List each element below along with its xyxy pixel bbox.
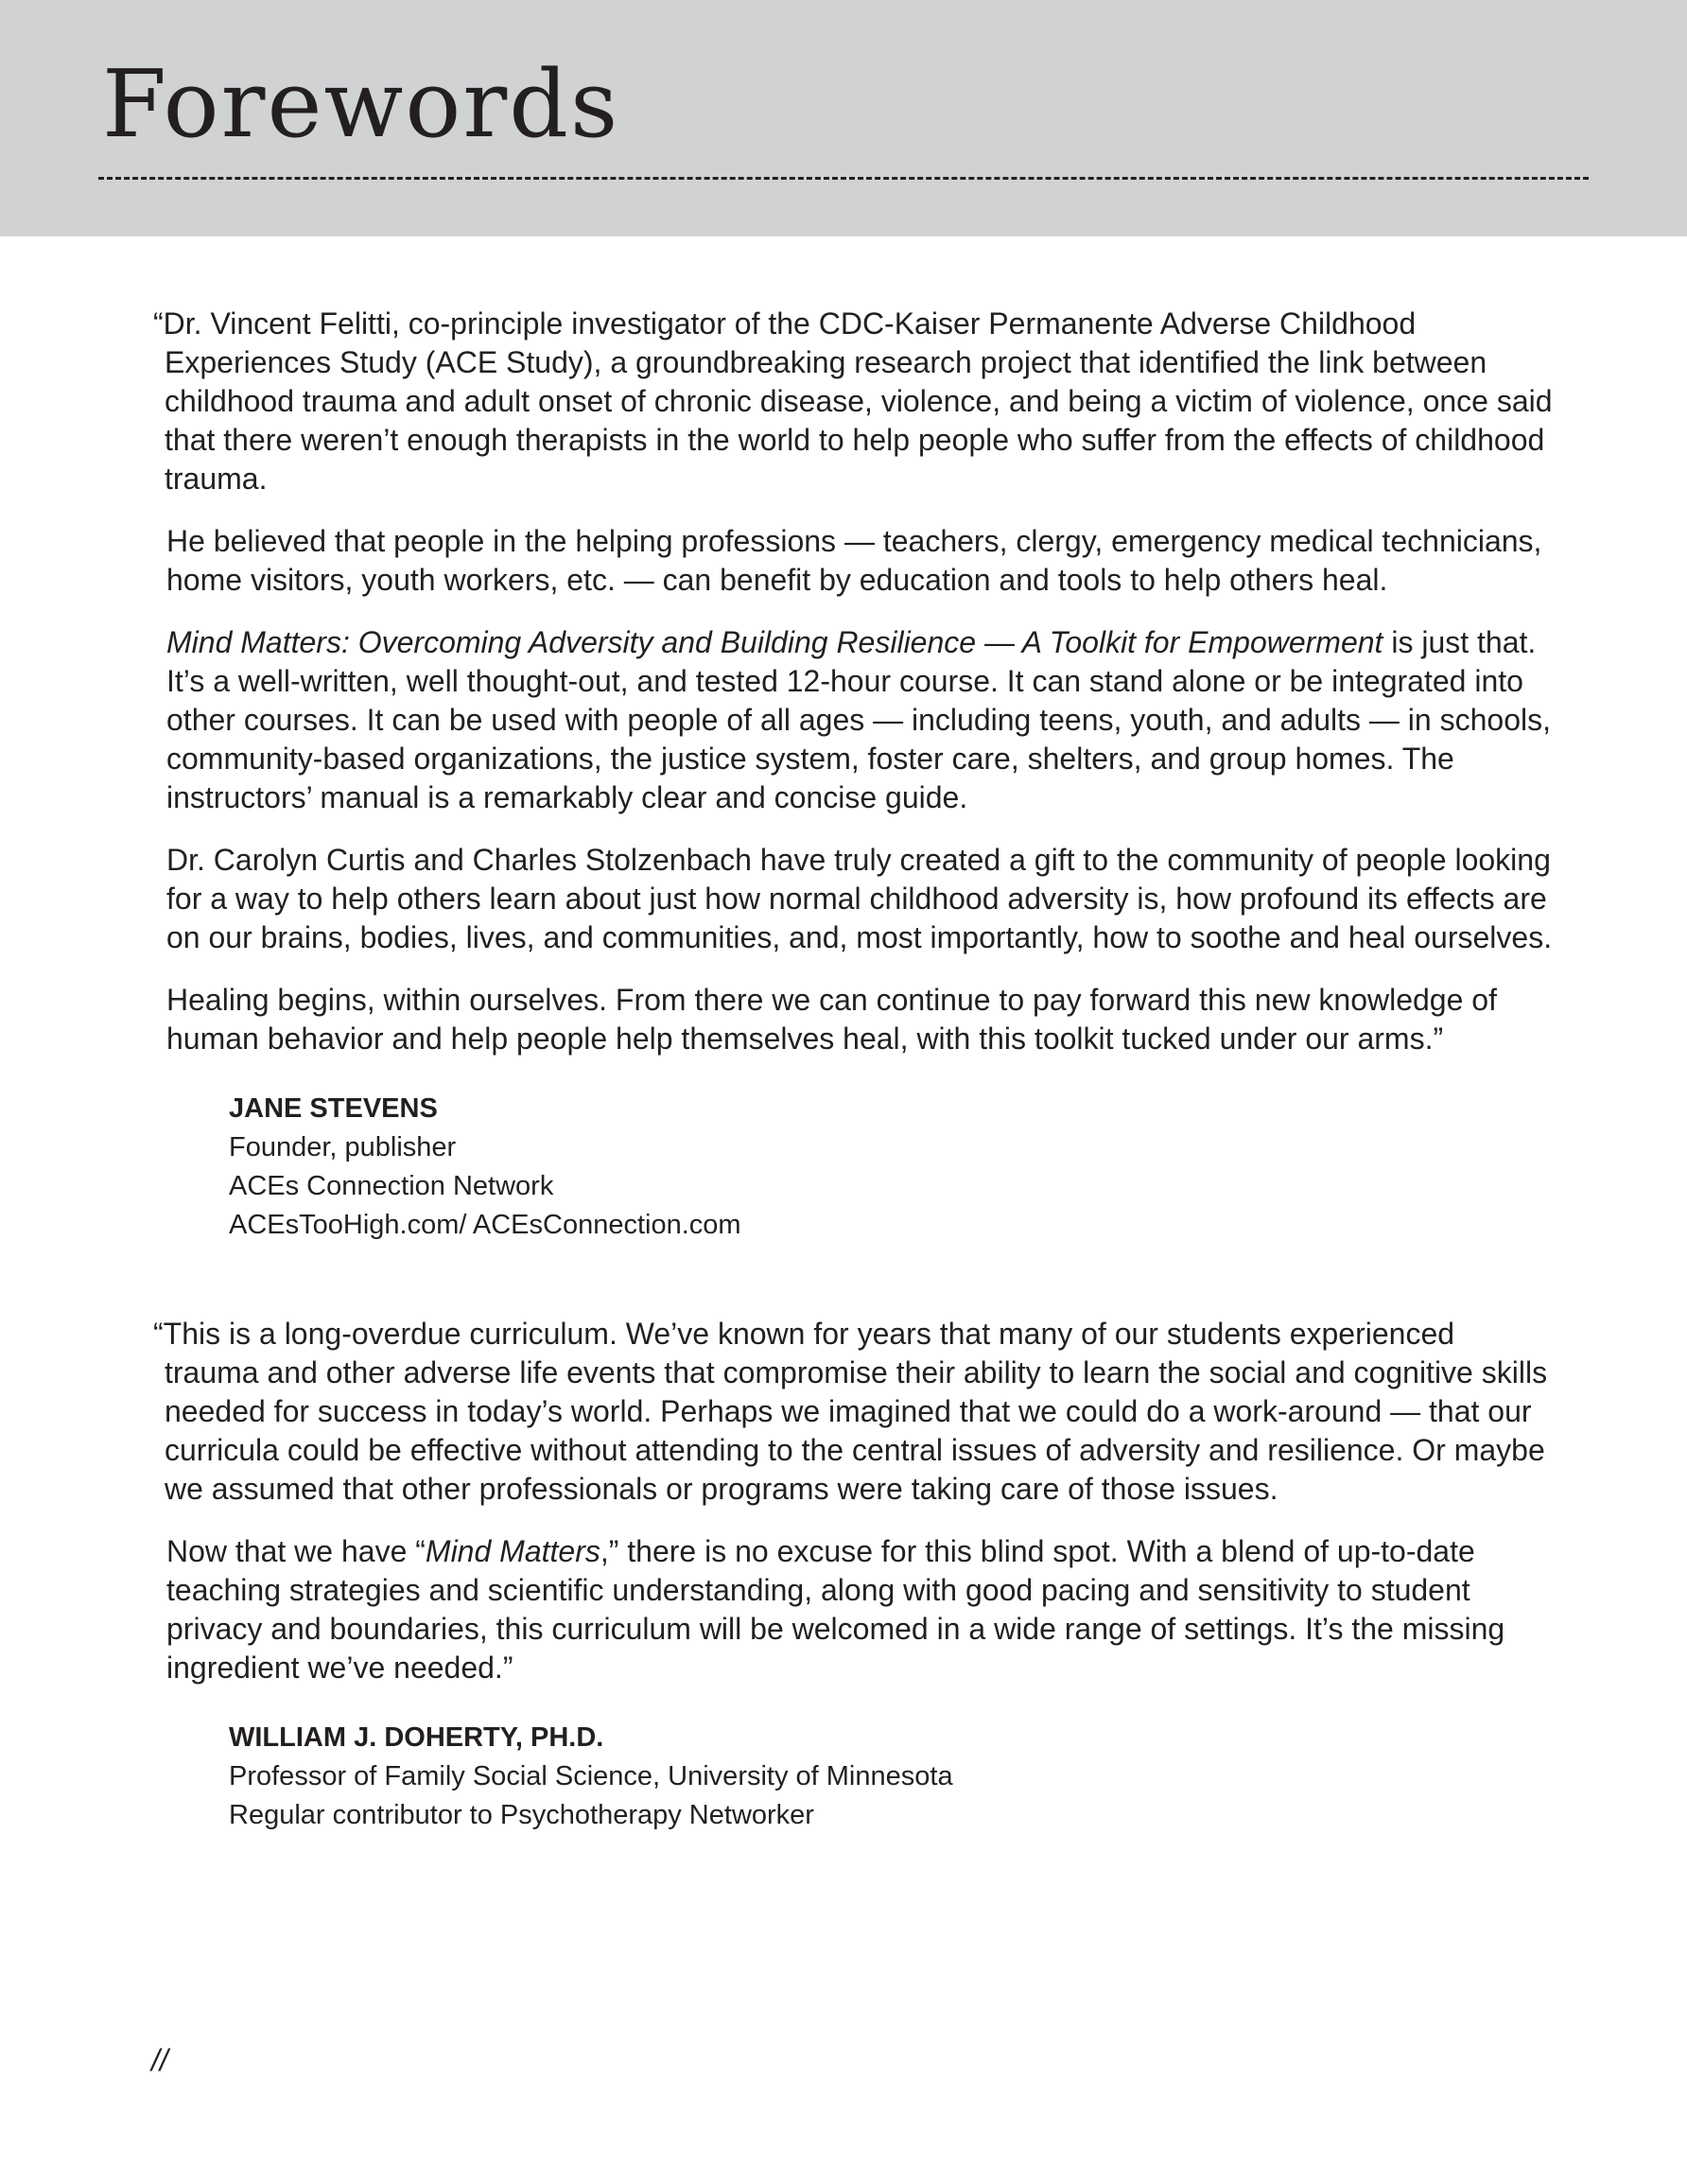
foreword-1-paragraph-5: Healing begins, within ourselves. From there we can continue to pay forward this new knowledge of human behavior and help people help themselves heal, with this toolkit tucked under our arms.” [166,983,1497,1056]
foreword-2-paragraph-2-lead: Now that we have “ [166,1534,426,1568]
section-spacer [153,1245,1553,1315]
author-role: Founder, publisher [229,1132,457,1162]
foreword-2-attribution [229,1711,1553,1835]
foreword-1-paragraph-3 [153,623,1553,817]
author-affiliation: Regular contributor to Psychotherapy Networker [229,1800,814,1830]
foreword-2-paragraph-1: “This is a long-overdue curriculum. We’ve known for years that many of our students experienced trauma and other adverse life events that compromise their ability to learn the social and cognitive skills needed for success in today’s world. Perhaps we imagined that we could do a work-around — that our curricula could be effective without attending to the central issues of adversity and resilience. Or maybe we assumed that other professionals or programs were taking care of those issues. [153,1317,1548,1506]
foreword-1-paragraph-1: “Dr. Vincent Felitti, co-principle investigator of the CDC-Kaiser Permanente Adverse Childhood Experiences Study (ACE Study), a groundbreaking research project that identified the link between childhood trauma and adult onset of chronic disease, violence, and being a victim of violence, once said that there weren’t enough therapists in the world to help people who suffer from the effects of childhood trauma. [153,306,1553,496]
header-band [0,0,1687,236]
author-name: JANE STEVENS [229,1093,438,1124]
book-title: Mind Matters: Overcoming Adversity and Building Resilience — A Toolkit for Empowerment [166,625,1383,659]
book-title-short: Mind Matters [425,1534,600,1568]
page-title: Forewords [102,51,620,159]
foreword-1-paragraph-3-text: is just that. It’s a well-written, well thought-out, and tested 12-hour course. It can stand alone or be integrated into other courses. It can be used with people of all ages — including teens, youth, and adults — in schools, community-based organizations, the justice system, foster care, shelters, and group homes. The instructors’ manual is a remarkably clear and concise guide. [166,625,1551,814]
foreword-1-paragraph-2: He believed that people in the helping professions — teachers, clergy, emergency medical technicians, home visitors, youth workers, etc. — can benefit by education and tools to help others heal. [166,524,1542,597]
page-number: // [151,2043,168,2077]
author-role: Professor of Family Social Science, University of Minnesota [229,1761,953,1791]
foreword-2-paragraph-2-text: ,” there is no excuse for this blind spot. With a blend of up-to-date teaching strategies and scientific understanding, along with good pacing and sensitivity to student privacy and boundaries, this curriculum will be welcomed in a wide range of settings. It’s the missing ingredient we’ve needed.” [166,1534,1505,1685]
foreword-1 [153,305,1553,1245]
dashed-divider [98,177,1589,180]
author-name: WILLIAM J. DOHERTY, PH.D. [229,1722,604,1753]
foreword-1-attribution [229,1082,1553,1245]
foreword-2 [153,1315,1553,1835]
foreword-1-paragraph-4: Dr. Carolyn Curtis and Charles Stolzenbach have truly created a gift to the community of people looking for a way to help others learn about just how normal childhood adversity is, how profound its effects are on our brains, bodies, lives, and communities, and, most importantly, how to soothe and heal ourselves. [166,843,1553,954]
forewords-content [153,305,1553,1835]
author-organization: ACEs Connection Network [229,1171,554,1201]
author-websites: ACEsTooHigh.com/ ACEsConnection.com [229,1210,741,1240]
foreword-2-paragraph-2 [153,1532,1553,1687]
